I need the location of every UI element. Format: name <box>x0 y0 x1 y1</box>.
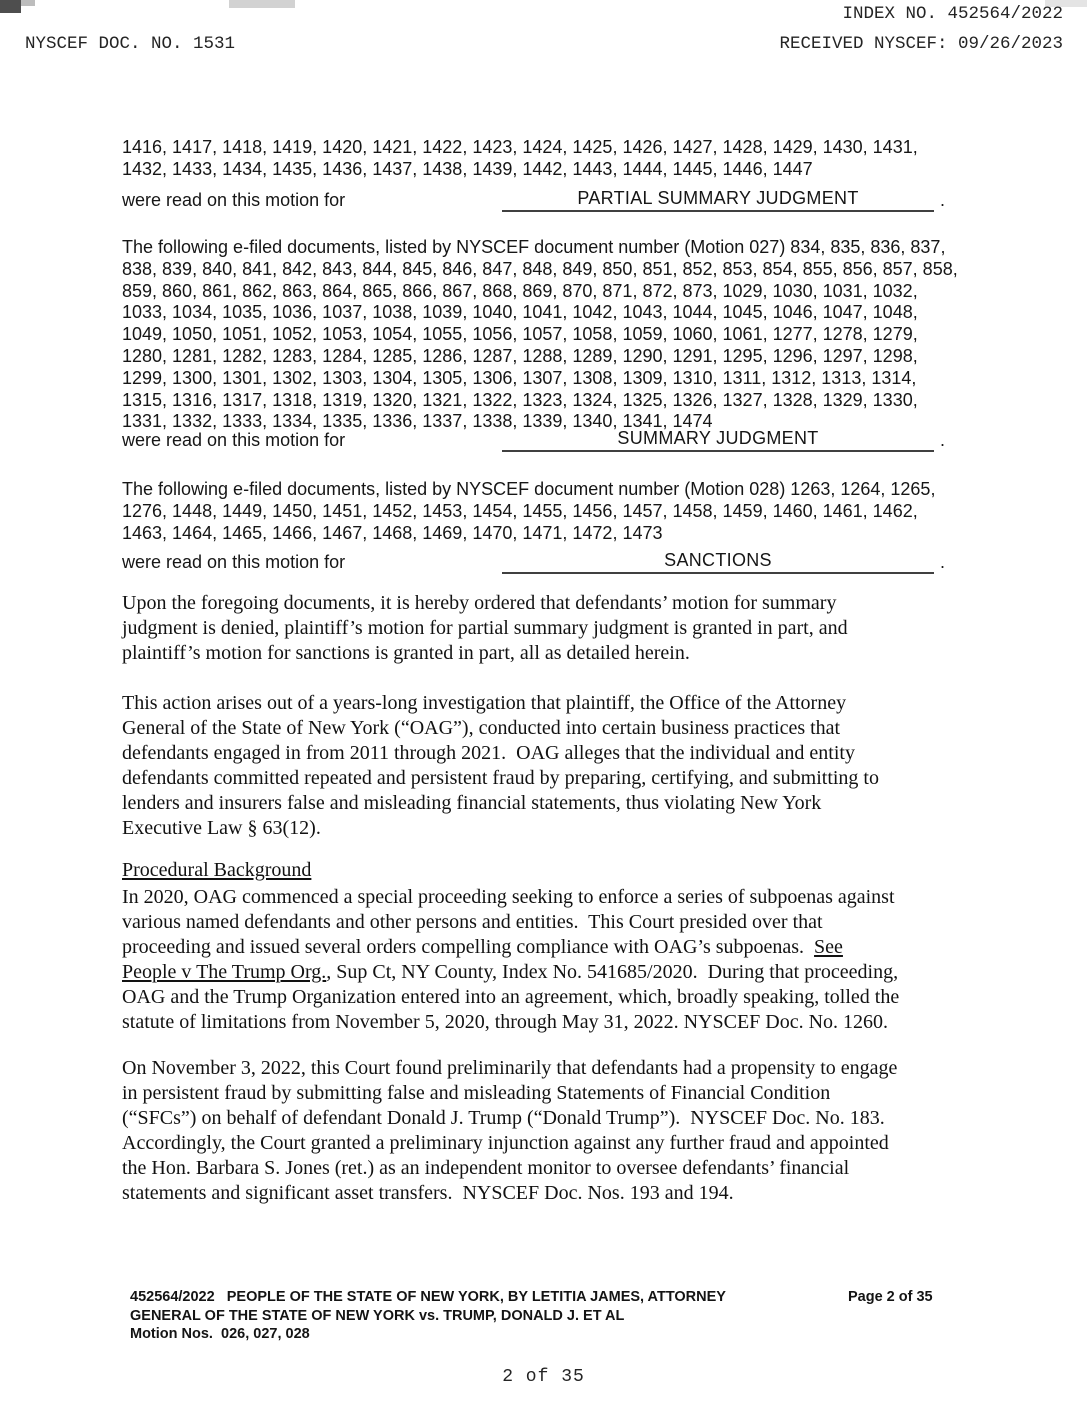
read-label: were read on this motion for <box>122 430 346 450</box>
paragraph-procedural <box>122 885 980 1035</box>
footer-caption-line: 452564/2022 PEOPLE OF THE STATE OF NEW YORK, BY LETITIA JAMES, ATTORNEY <box>130 1289 726 1305</box>
paragraph-text: proceeding and issued several orders compelling compliance with OAG’s subpoenas. <box>122 936 815 958</box>
read-label: were read on this motion for <box>122 552 346 572</box>
doc-number-line: 1276, 1448, 1449, 1450, 1451, 1452, 1453, 1454, 1455, 1456, 1457, 1458, 1459, 1460, 1461, 1462, <box>122 500 918 521</box>
paragraph-line: lenders and insurers false and misleading financial statements, thus violating New York <box>122 792 822 814</box>
header-doc-number: NYSCEF DOC. NO. 1531 <box>25 34 236 54</box>
paragraph-line <box>122 960 980 985</box>
motion-relief-row-026 <box>122 188 967 216</box>
paragraph-line: Accordingly, the Court granted a preliminary injunction against any further fraud and appointed <box>122 1132 889 1154</box>
motion-relief-row-028 <box>122 550 967 578</box>
paragraph-line: defendants committed repeated and persistent fraud by preparing, certifying, and submitting to <box>122 767 879 789</box>
scan-artifact <box>21 0 35 6</box>
read-label: were read on this motion for <box>122 190 346 210</box>
doc-number-line: 1280, 1281, 1282, 1283, 1284, 1285, 1286, 1287, 1288, 1289, 1290, 1291, 1295, 1296, 1297, 1298, <box>122 345 918 366</box>
relief-underline <box>502 550 934 574</box>
doc-number-line: 859, 860, 861, 862, 863, 864, 865, 866, 867, 868, 869, 870, 871, 872, 873, 1029, 1030, 1031, 1032, <box>122 280 918 301</box>
doc-number-line: 1331, 1332, 1333, 1334, 1335, 1336, 1337, 1338, 1339, 1340, 1341, 1474 <box>122 411 713 432</box>
relief-text: SANCTIONS <box>664 550 772 570</box>
relief-underline <box>502 428 934 452</box>
paragraph-line <box>122 910 980 935</box>
doc-number-line: 1463, 1464, 1465, 1466, 1467, 1468, 1469, 1470, 1471, 1472, 1473 <box>122 522 663 543</box>
page-indicator: 2 of 35 <box>502 1367 585 1387</box>
paragraph-line <box>122 1010 980 1035</box>
paragraph-line: judgment is denied, plaintiff’s motion for partial summary judgment is granted in part, and <box>122 617 848 639</box>
paragraph-text: , Sup Ct, NY County, Index No. 541685/2020. During that proceeding, <box>326 961 899 983</box>
paragraph-preliminary-injunction <box>122 1056 980 1206</box>
motion-relief-row-027 <box>122 428 967 456</box>
paragraph-line: General of the State of New York (“OAG”), conducted into certain business practices that <box>122 717 841 739</box>
scan-artifact <box>229 0 295 8</box>
paragraph-action-background <box>122 691 980 841</box>
footer-caption-line: GENERAL OF THE STATE OF NEW YORK vs. TRUMP, DONALD J. ET AL <box>130 1307 625 1324</box>
paragraph-order <box>122 591 980 666</box>
paragraph-line: This action arises out of a years-long investigation that plaintiff, the Office of the Attorney <box>122 692 847 714</box>
paragraph-line: in persistent fraud by submitting false and misleading Statements of Financial Condition <box>122 1082 831 1104</box>
paragraph-line: (“SFCs”) on behalf of defendant Donald J. Trump (“Donald Trump”). NYSCEF Doc. No. 183. <box>122 1107 885 1129</box>
doc-number-line: 1416, 1417, 1418, 1419, 1420, 1421, 1422, 1423, 1424, 1425, 1426, 1427, 1428, 1429, 1430, 1431, <box>122 137 918 157</box>
doc-number-line: 1432, 1433, 1434, 1435, 1436, 1437, 1438, 1439, 1442, 1443, 1444, 1445, 1446, 1447 <box>122 158 813 179</box>
relief-text: PARTIAL SUMMARY JUDGMENT <box>577 188 859 208</box>
section-heading-procedural-background <box>122 859 980 882</box>
footer-page-label: Page 2 of 35 <box>848 1289 933 1305</box>
doc-number-line: 1049, 1050, 1051, 1052, 1053, 1054, 1055, 1056, 1057, 1058, 1059, 1060, 1061, 1277, 1278, 1279, <box>122 324 918 345</box>
paragraph-line: Upon the foregoing documents, it is hereby ordered that defendants’ motion for summary <box>122 592 837 614</box>
paragraph-line: Executive Law § 63(12). <box>122 817 321 839</box>
paragraph-line: the Hon. Barbara S. Jones (ret.) as an independent monitor to oversee defendants’ financial <box>122 1157 850 1179</box>
doc-list-motion-027 <box>122 237 980 433</box>
doc-list-motion-026 <box>122 137 980 181</box>
paragraph-text: In 2020, OAG commenced a special proceeding seeking to enforce a series of subpoenas against <box>122 886 895 908</box>
paragraph-line: plaintiff’s motion for sanctions is granted in part, all as detailed herein. <box>122 642 690 664</box>
header-received-date: RECEIVED NYSCEF: 09/26/2023 <box>779 34 1063 54</box>
doc-number-line: 1033, 1034, 1035, 1036, 1037, 1038, 1039, 1040, 1041, 1042, 1043, 1044, 1045, 1046, 1047, 1048, <box>122 302 918 323</box>
period-mark: . <box>940 552 946 572</box>
citation-see: See <box>814 936 843 958</box>
paragraph-text: statute of limitations from November 5, 2020, through May 31, 2022. NYSCEF Doc. No. 1260. <box>122 1011 889 1033</box>
paragraph-text: various named defendants and other persons and entities. This Court presided over that <box>122 911 823 933</box>
paragraph-text: OAG and the Trump Organization entered into an agreement, which, broadly speaking, tolled the <box>122 986 900 1008</box>
relief-underline <box>502 188 934 212</box>
period-mark: . <box>940 430 946 450</box>
footer-caption-line: Motion Nos. 026, 027, 028 <box>130 1326 310 1342</box>
doc-number-line: 1299, 1300, 1301, 1302, 1303, 1304, 1305, 1306, 1307, 1308, 1309, 1310, 1311, 1312, 1313, 1314, <box>122 367 917 388</box>
doc-number-line: 1315, 1316, 1317, 1318, 1319, 1320, 1321, 1322, 1323, 1324, 1325, 1326, 1327, 1328, 1329, 1330, <box>122 389 918 410</box>
doc-list-motion-028 <box>122 479 980 544</box>
header-index-number: INDEX NO. 452564/2022 <box>842 4 1063 24</box>
paragraph-line <box>122 985 980 1010</box>
paragraph-line <box>122 935 980 960</box>
doc-number-line: 838, 839, 840, 841, 842, 843, 844, 845, 846, 847, 848, 849, 850, 851, 852, 853, 854, 855, 856, 857, 858, <box>122 258 958 279</box>
doc-number-line: The following e-filed documents, listed by NYSCEF document number (Motion 028) 1263, 1264, 1265, <box>122 479 936 499</box>
paragraph-line: statements and significant asset transfers. NYSCEF Doc. Nos. 193 and 194. <box>122 1182 734 1204</box>
relief-text: SUMMARY JUDGMENT <box>617 428 819 448</box>
paragraph-line <box>122 885 980 910</box>
period-mark: . <box>940 190 946 210</box>
paragraph-line: defendants engaged in from 2011 through 2021. OAG alleges that the individual and entity <box>122 742 855 764</box>
paragraph-line: On November 3, 2022, this Court found preliminarily that defendants had a propensity to engage <box>122 1057 898 1079</box>
section-heading-text: Procedural Background <box>122 859 312 881</box>
footer-caption <box>130 1288 770 1344</box>
scan-artifact <box>0 0 21 13</box>
doc-number-line: The following e-filed documents, listed by NYSCEF document number (Motion 027) 834, 835, 836, 837, <box>122 237 946 257</box>
citation-case-name: People v The Trump Org. <box>122 961 327 983</box>
